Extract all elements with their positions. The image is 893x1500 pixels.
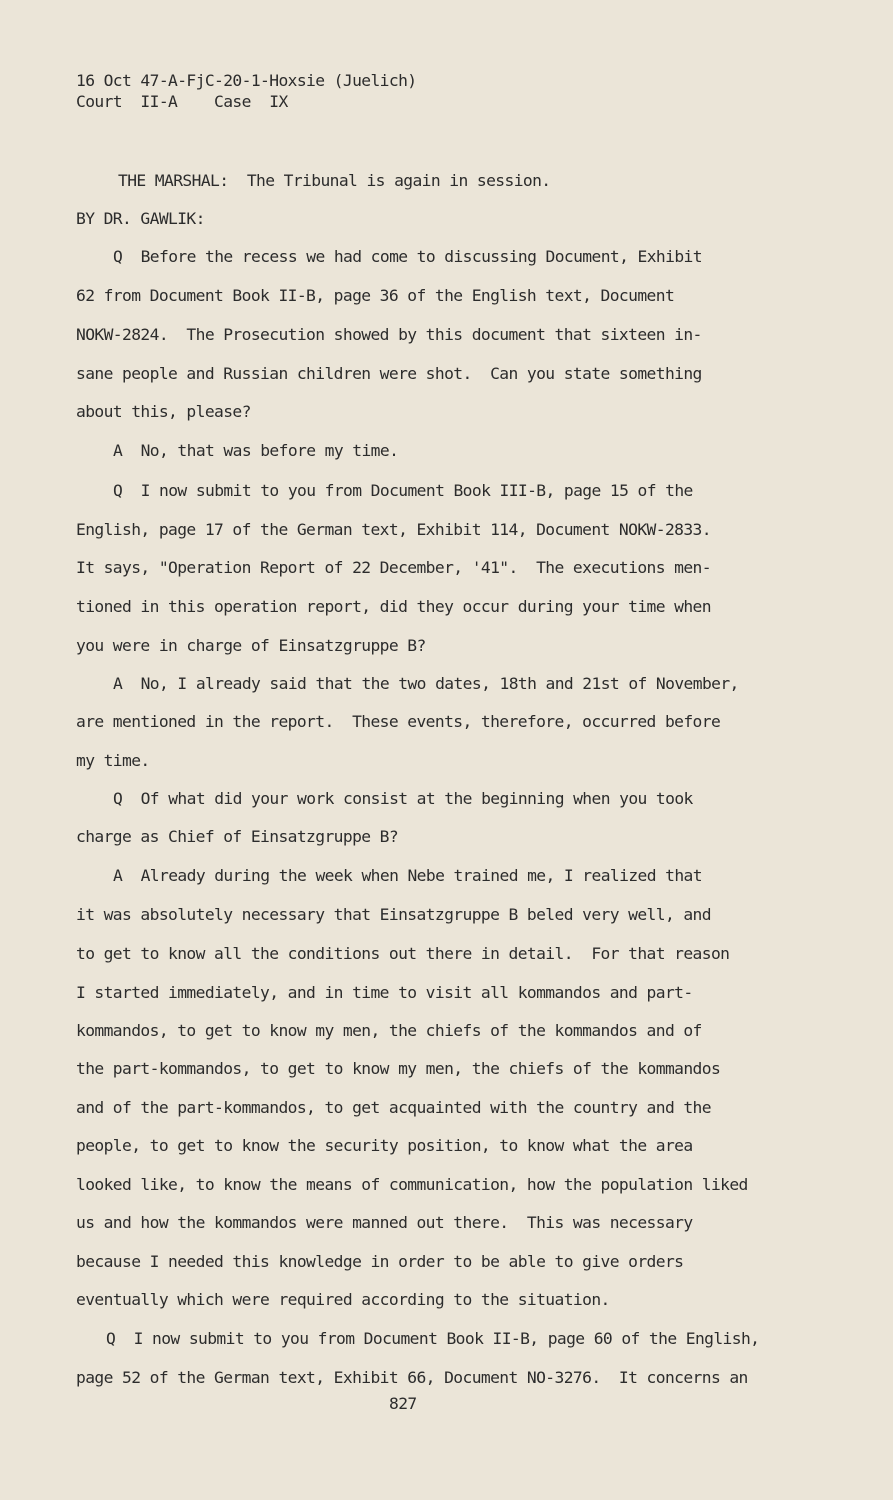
text-line: the part-kommandos, to get to know my men, the chiefs of the kommandos <box>76 1059 721 1078</box>
text-line: I started immediately, and in time to visit all kommandos and part- <box>76 983 693 1002</box>
text-line: Q Of what did your work consist at the beginning when you took <box>113 789 693 808</box>
text-line: kommandos, to get to know my men, the chiefs of the kommandos and of <box>76 1021 702 1040</box>
text-line: A No, I already said that the two dates, 18th and 21st of November, <box>113 674 739 693</box>
text-line: Q I now submit to you from Document Book III-B, page 15 of the <box>113 481 693 500</box>
text-line: THE MARSHAL: The Tribunal is again in session. <box>118 171 551 190</box>
text-line: charge as Chief of Einsatzgruppe B? <box>76 827 399 846</box>
text-line: are mentioned in the report. These events, therefore, occurred before <box>76 712 721 731</box>
text-line: my time. <box>76 751 150 770</box>
text-line: and of the part-kommandos, to get acquainted with the country and the <box>76 1098 711 1117</box>
text-line: us and how the kommandos were manned out there. This was necessary <box>76 1213 693 1232</box>
text-line: It says, "Operation Report of 22 December, '41". The executions men- <box>76 558 711 577</box>
text-line: you were in charge of Einsatzgruppe B? <box>76 636 426 655</box>
text-line: about this, please? <box>76 402 251 421</box>
text-line: looked like, to know the means of communication, how the population liked <box>76 1175 748 1194</box>
header-line-2: Court II-A Case IX <box>76 92 288 111</box>
text-line: to get to know all the conditions out there in detail. For that reason <box>76 944 730 963</box>
text-line: it was absolutely necessary that Einsatzgruppe B beled very well, and <box>76 905 711 924</box>
text-line: eventually which were required according to the situation. <box>76 1290 610 1309</box>
text-line: English, page 17 of the German text, Exhibit 114, Document NOKW-2833. <box>76 520 711 539</box>
text-line: 62 from Document Book II-B, page 36 of the English text, Document <box>76 286 675 305</box>
text-line: tioned in this operation report, did they occur during your time when <box>76 597 711 616</box>
text-line: Q I now submit to you from Document Book II-B, page 60 of the English, <box>106 1329 760 1348</box>
text-line: BY DR. GAWLIK: <box>76 209 205 228</box>
text-line: A No, that was before my time. <box>113 441 399 460</box>
text-line: A Already during the week when Nebe trained me, I realized that <box>113 866 702 885</box>
text-line: NOKW-2824. The Prosecution showed by this document that sixteen in- <box>76 325 702 344</box>
page-number: 827 <box>389 1394 417 1413</box>
text-line: people, to get to know the security position, to know what the area <box>76 1136 693 1155</box>
header-line-1: 16 Oct 47-A-FjC-20-1-Hoxsie (Juelich) <box>76 71 417 90</box>
text-line: because I needed this knowledge in order to be able to give orders <box>76 1252 684 1271</box>
text-line: Q Before the recess we had come to discussing Document, Exhibit <box>113 247 702 266</box>
document-header <box>76 70 416 112</box>
text-line: sane people and Russian children were shot. Can you state something <box>76 364 702 383</box>
text-line: page 52 of the German text, Exhibit 66, Document NO-3276. It concerns an <box>76 1368 748 1387</box>
